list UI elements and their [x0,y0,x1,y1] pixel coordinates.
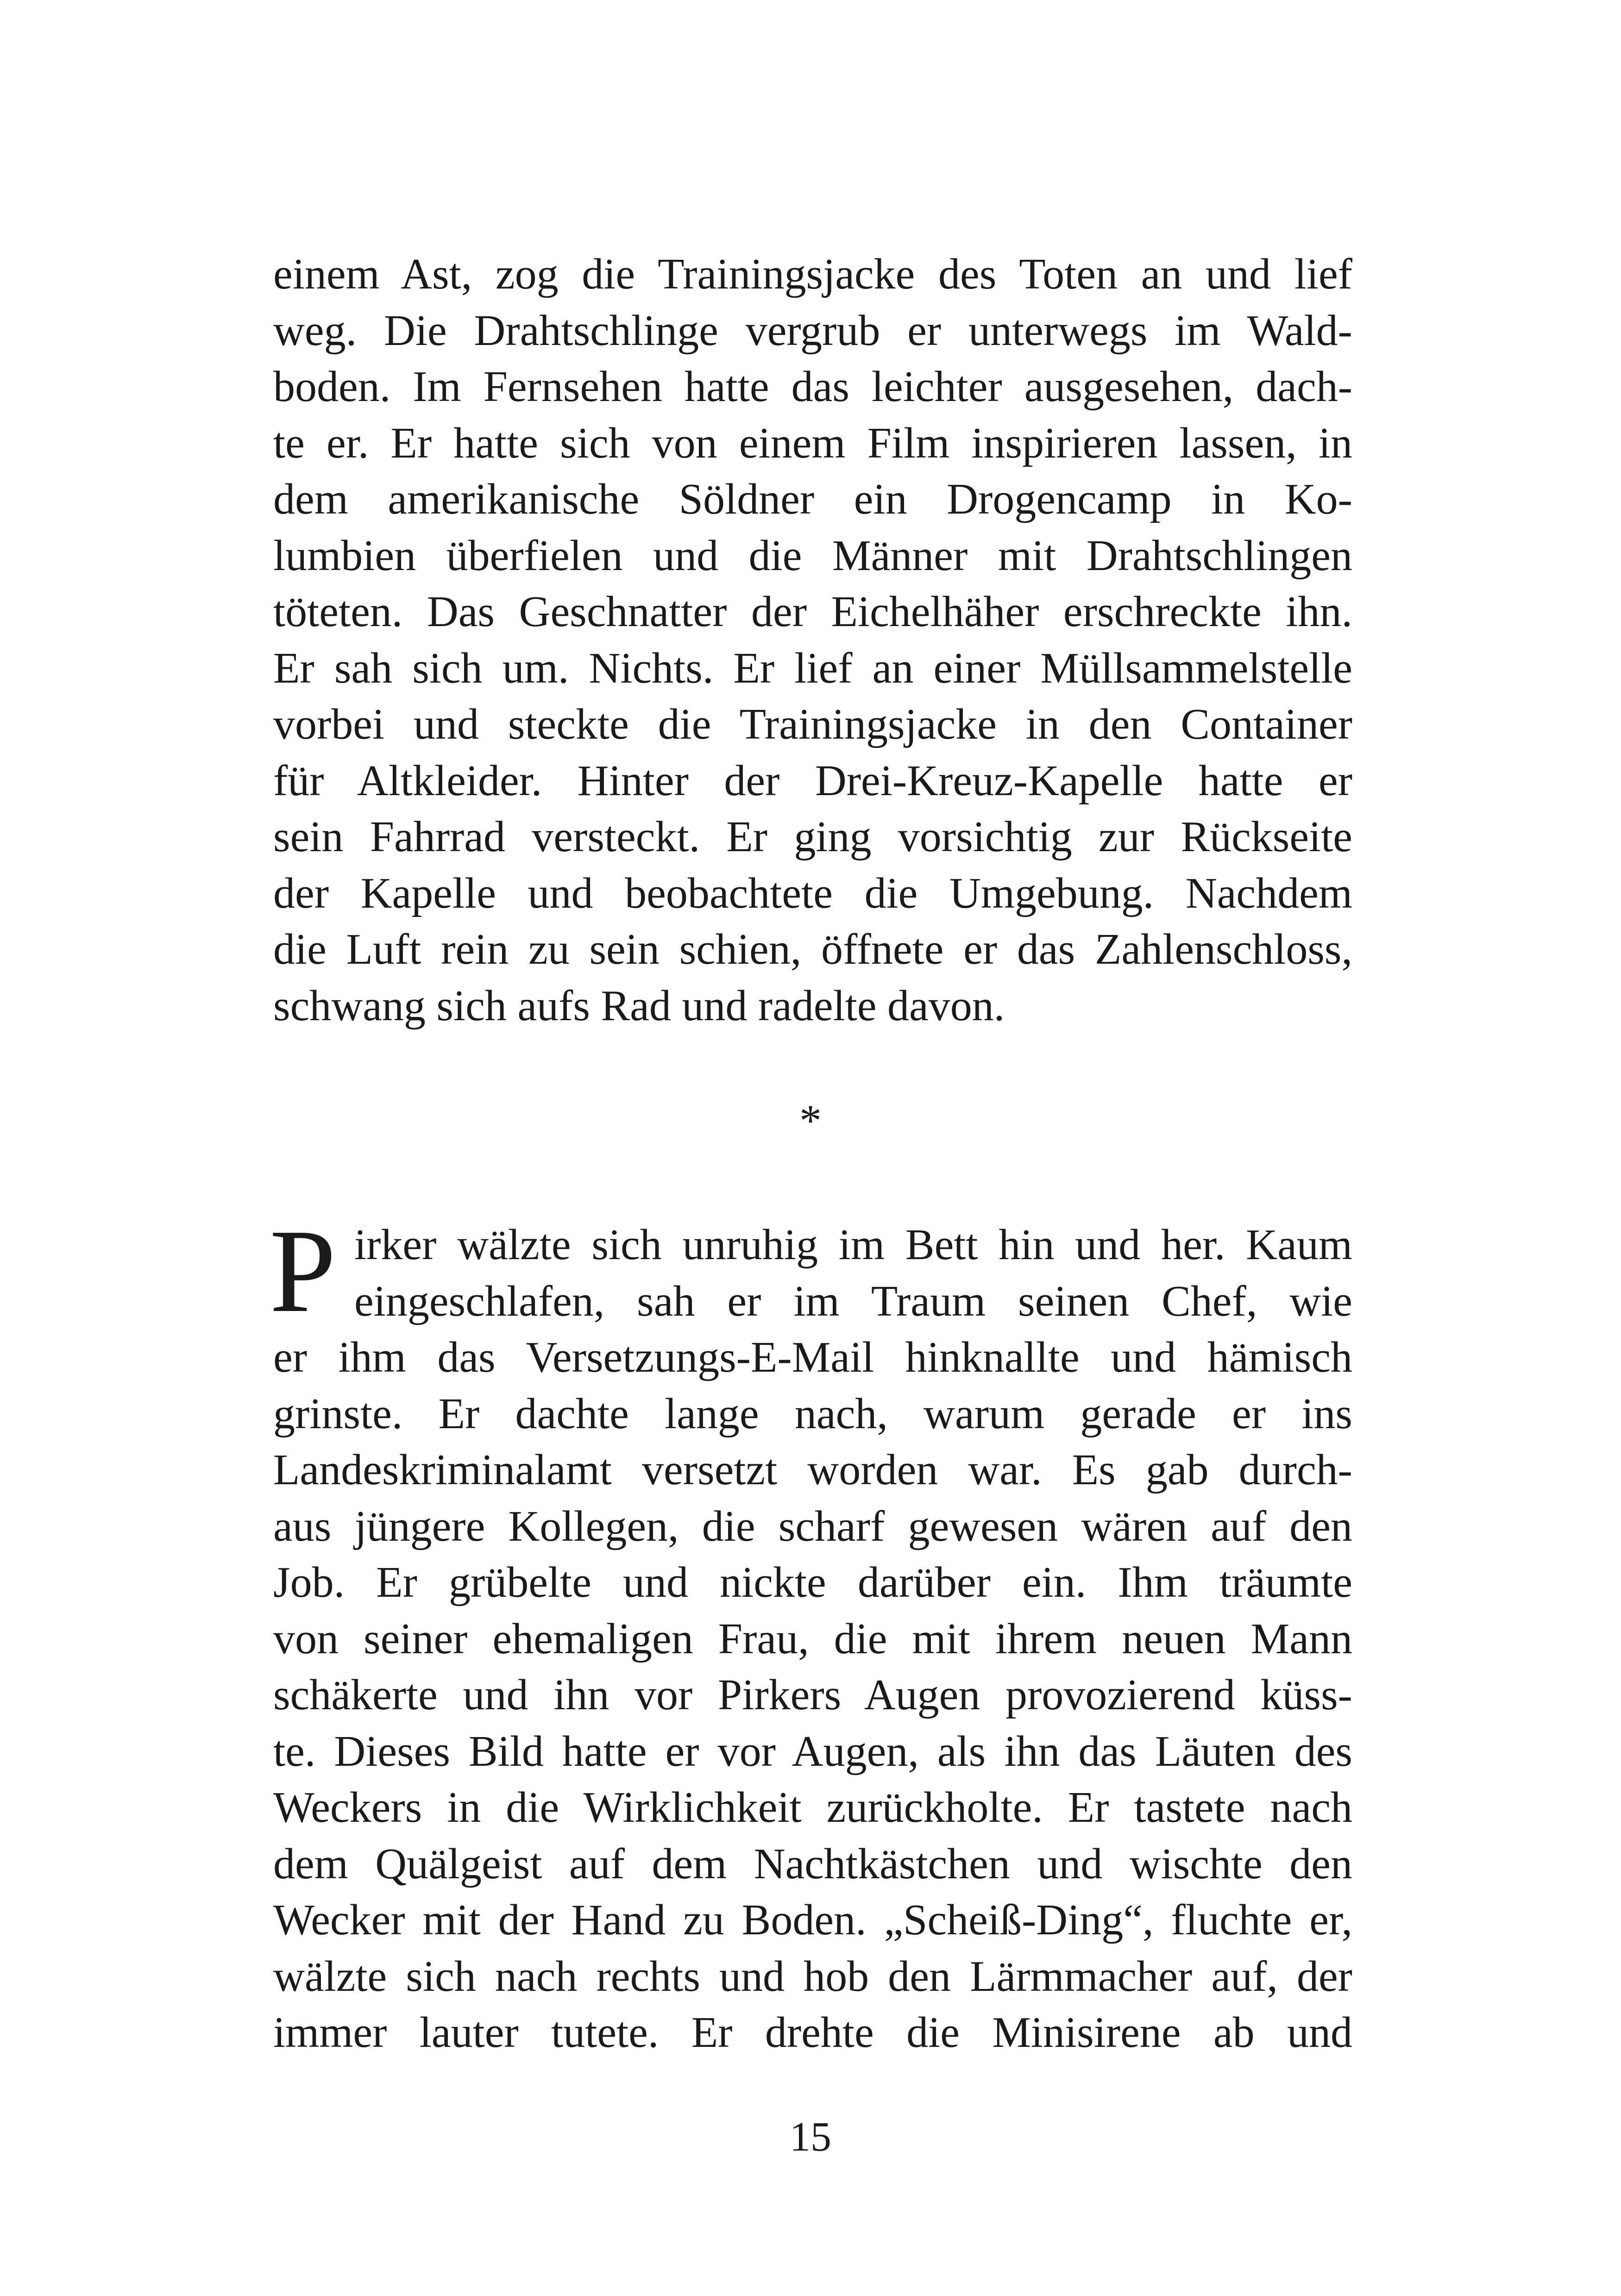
text-line: die Luft rein zu sein schien, öffnete er das Zahlenschloss, [273,925,1352,973]
drop-cap: P [270,1204,336,1337]
section-separator: * [799,1096,822,1145]
text-line: boden. Im Fernsehen hatte das leichter ausgesehen, dach- [273,363,1352,411]
text-line: von seiner ehemaligen Frau, die mit ihrem neuen Mann [273,1614,1352,1663]
text-line: dem Quälgeist auf dem Nachtkästchen und wischte den [273,1839,1352,1888]
text-line: aus jüngere Kollegen, die scharf gewesen wären auf den [273,1502,1352,1550]
text-line: te er. Er hatte sich von einem Film inspirieren lassen, in [273,419,1352,467]
text-line: Landeskriminalamt versetzt worden war. Es gab durch- [273,1446,1352,1494]
text-line: der Kapelle und beobachtete die Umgebung. Nachdem [273,869,1352,917]
paragraph-1 [273,246,1352,1034]
text-line: Er sah sich um. Nichts. Er lief an einer Müllsammelstelle [273,644,1352,692]
text-line: töteten. Das Geschnatter der Eichelhäher erschreckte ihn. [273,588,1352,636]
text-line: eingeschlafen, sah er im Traum seinen Chef, wie [354,1277,1352,1325]
text-line: schäkerte und ihn vor Pirkers Augen provozierend küss- [273,1671,1352,1719]
text-line: weg. Die Drahtschlinge vergrub er unterwegs im Wald- [273,306,1352,355]
page-number: 15 [790,2114,831,2160]
text-line: vorbei und steckte die Trainingsjacke in den Container [273,700,1352,748]
text-line: irker wälzte sich unruhig im Bett hin und her. Kaum [354,1221,1352,1269]
text-line: wälzte sich nach rechts und hob den Lärmmacher auf, der [273,1952,1352,2001]
text-line: für Altkleider. Hinter der Drei-Kreuz-Kapelle hatte er [273,756,1352,805]
text-line: te. Dieses Bild hatte er vor Augen, als ihn das Läuten des [273,1727,1352,1775]
text-line: einem Ast, zog die Trainingsjacke des Toten an und lief [273,250,1352,298]
text-line: grinste. Er dachte lange nach, warum gerade er ins [273,1389,1352,1438]
text-line: Job. Er grübelte und nickte darüber ein. Ihm träumte [273,1558,1352,1606]
text-line: immer lauter tutete. Er drehte die Minisirene ab und [273,2008,1352,2057]
text-line: er ihm das Versetzungs-E-Mail hinknallte und hämisch [273,1333,1352,1381]
text-line: Weckers in die Wirklichkeit zurückholte. Er tastete nach [273,1783,1352,1832]
text-line: dem amerikanische Söldner ein Drogencamp in Ko- [273,475,1352,523]
text-line: lumbien überfielen und die Männer mit Drahtschlingen [273,531,1352,580]
text-line: schwang sich aufs Rad und radelte davon. [273,981,1005,1030]
text-line: sein Fahrrad versteckt. Er ging vorsichtig zur Rückseite [273,813,1352,861]
text-line: Wecker mit der Hand zu Boden. „Scheiß-Ding“, fluchte er, [273,1896,1352,1944]
paragraph-2 [270,1204,1352,2061]
